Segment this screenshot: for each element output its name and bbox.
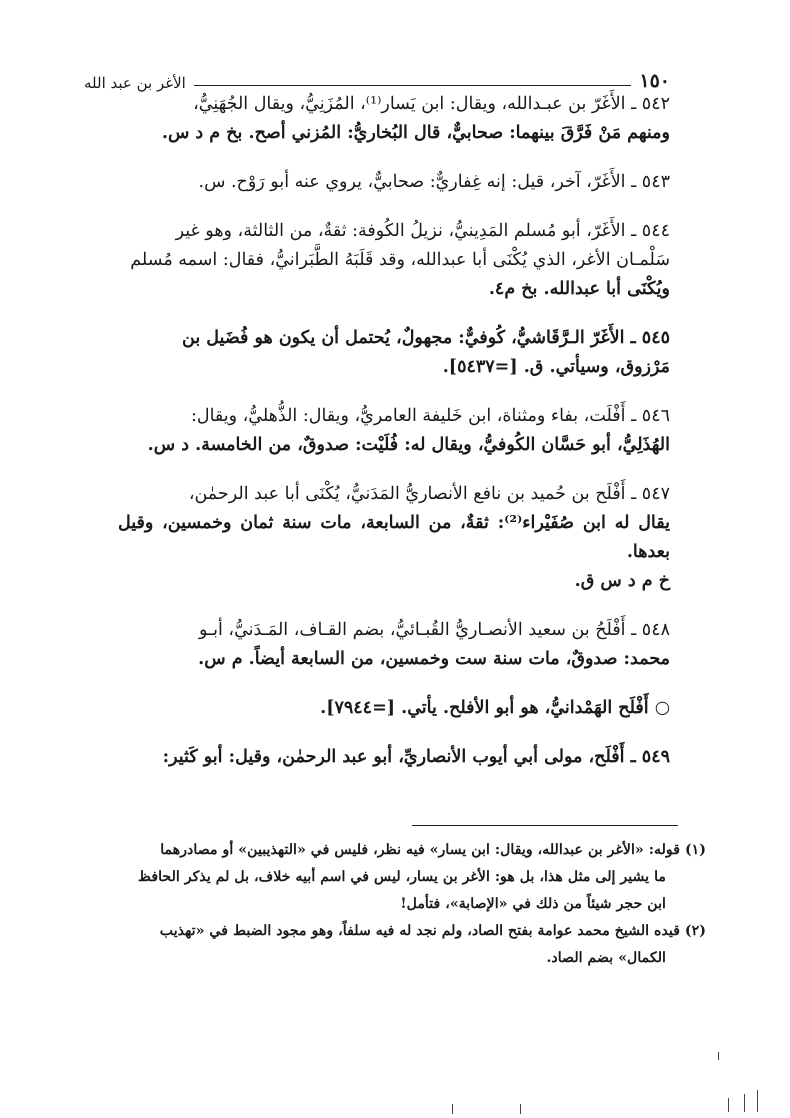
scan-mark <box>728 1098 729 1112</box>
entry-line: ٥٤٨ ـ أَفْلَحُ بن سعيد الأنصـاريُّ القُبـائيُّ، بضم القـاف، المَـدَنيُّ، أبـو <box>198 620 670 640</box>
entry-line: ٥٤٤ ـ الأَغَرّ، أبو مُسلم المَدِينيُّ، نزيلُ الكُوفة: ثقةٌ، من الثالثة، وهو غير <box>175 221 670 241</box>
entry-547 <box>118 480 670 596</box>
entry-line: ومنهم مَنْ فَرَّقَ بينهما: صحابيٌّ، قال البُخاريُّ: المُزني أصح. بخ م د س. <box>161 123 670 143</box>
entry-546 <box>118 402 670 460</box>
entry-line: ٥٤٥ ـ الأَغَرّ الـرَّقَاشيُّ، كُوفيٌّ: مجهولٌ، يُحتمل أن يكون هو فُضَيل بن <box>182 328 670 348</box>
entry-line: الهُذَلِيُّ، أبو حَسَّان الكُوفيُّ، ويقال له: فُلَيْت: صدوقٌ، من الخامسة. د س. <box>147 435 670 455</box>
entries-body <box>118 90 670 792</box>
entry-line: ٥٤٧ ـ أَفْلَح بن حُميد بن نافع الأنصاريُّ المَدَنيُّ، يُكْنَى أبا عبد الرحمٰن، <box>188 484 670 504</box>
footnote-1 <box>124 838 706 917</box>
entry-549 <box>118 743 670 772</box>
entry-545 <box>118 324 670 382</box>
entry-line: مَرْزوق، وسيأتي. ق. [=٥٤٣٧]. <box>442 357 670 377</box>
entry-543 <box>118 168 670 197</box>
footnote-2 <box>124 919 706 971</box>
scan-mark <box>520 1104 521 1114</box>
footnote-line: الكمال» بضم الصاد. <box>546 950 666 966</box>
footnote-line: (٢) قيده الشيخ محمد عوامة بفتح الصاد، ولم نجد له فيه سلفاً، وهو مجود الضبط في «تهذيب <box>159 923 706 939</box>
scan-mark <box>452 1104 453 1114</box>
footnote-line: ما يشير إلى مثل هذا، بل هو: الأغر بن يسار، ليس في اسم أبيه خلاف، بل لم يذكر الحافظ <box>137 869 666 885</box>
footnote-rule <box>412 825 678 826</box>
running-title: الأغر بن عبد الله <box>84 74 186 92</box>
entry-line: محمد: صدوقٌ، مات سنة ست وخمسين، من السابعة أيضاً. م س. <box>198 649 670 669</box>
scan-mark <box>757 1090 758 1112</box>
page-header <box>84 62 670 92</box>
footnote-line: (١) قوله: «الأغر بن عبدالله، ويقال: ابن يسار» فيه نظر، فليس في «التهذيبين» أو مصادرهما <box>160 842 706 858</box>
entry-548 <box>118 616 670 674</box>
entry-line: ٥٤٢ ـ الأَغَرّ بن عبـدالله، ويقال: ابن يَسار⁽¹⁾، المُزَنِيُّ، ويقال الجُهَنِيُّ، <box>193 94 670 114</box>
entry-line: ○ أَفْلَح الهَمْدانيُّ، هو أبو الأفلح. يأتي. [=٧٩٤٤]. <box>320 698 670 718</box>
entry-line: خ م د س ق. <box>574 571 670 591</box>
page-number: ١٥٠ <box>639 70 670 92</box>
scan-mark <box>718 1052 719 1060</box>
footnote-line: ابن حجر شيئاً من ذلك في «الإصابة»، فتأمل! <box>400 896 666 912</box>
entry-line: ٥٤٣ ـ الأَغَرّ، آخر، قيل: إنه غِفاريٌّ: صحابيٌّ، يروي عنه أبو رَوْح. س. <box>198 172 670 192</box>
entry-542 <box>118 90 670 148</box>
header-rule <box>194 85 632 86</box>
entry-line: ٥٤٦ ـ أَفْلَت، بفاء ومثناة، ابن خَليفة العامريُّ، ويقال: الذُّهليُّ، ويقال: <box>190 406 670 426</box>
entry-line: سَلْمـان الأغر، الذي يُكْنَى أبا عبدالله، وقد قَلَبَهُ الطَّبَرانيُّ، فقال: اسمه مُسلم <box>130 250 670 270</box>
footnotes <box>124 838 706 973</box>
entry-line: يقال له ابن صُفَيْراء⁽²⁾: ثقةٌ، من السابعة، مات سنة ثمان وخمسين، وقيل بعدها. <box>118 513 670 562</box>
scan-mark <box>744 1094 745 1112</box>
entry-aflah-hamdani <box>118 694 670 723</box>
entry-line: ٥٤٩ ـ أَفْلَح، مولى أبي أيوب الأنصاريِّ، أبو عبد الرحمٰن، وقيل: أبو كَثير: <box>162 747 670 767</box>
entry-544 <box>118 217 670 304</box>
entry-line: ويُكْنَى أبا عبدالله. بخ م٤. <box>488 279 670 299</box>
